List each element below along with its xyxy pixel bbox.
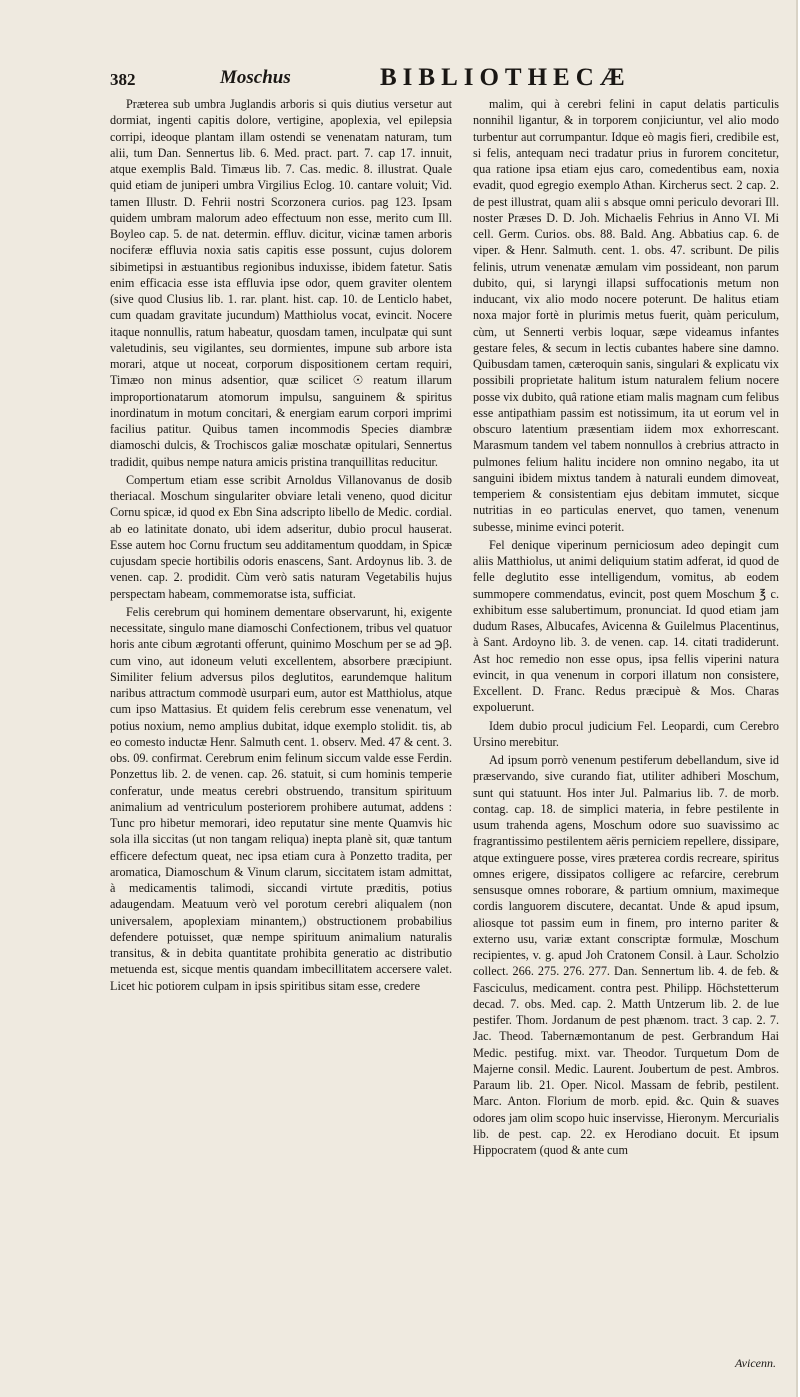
page-edge-shadow bbox=[796, 0, 798, 1397]
page-number: 382 bbox=[110, 70, 136, 89]
running-head: Moschus bbox=[220, 67, 291, 88]
right-text-column bbox=[473, 96, 779, 1158]
paragraph: malim, qui à cerebri felini in caput delatis particulis nonnihil ligantur, & in torporem conjiciuntur, vel alio modo turbentur aut corrumpantur. Idque eò magis fieri, credibile est, si felis, antequam neci tradatur prius in furorem concitetur, qua ratione ipsa etiam ejus caro, comedentibus eam, noxia evadit, quod egregio exemplo Athan. Kircherus sect. 2 cap. 2. de pest illustrat, quam alii s absque omni periculo devorari Ill. noster Præses D. D. Joh. Michaelis Fehrius in Anno VI. Mi cell. Germ. Curios. obs. 88. Bald. Ang. Abbatius cap. 6. de viper. & Henr. Salmuth. cent. 1. obs. 47. scribunt. De pilis felinis, utrum venenatæ æmulam vim possideant, non parum dubito, qui, si laryngi illapsi suffocationis metum non inducant, vix alio modo nocere poterunt. De halitus etiam noxa major fortè in plurimis metus fuerit, quàm periculum, cùm, ut Sennerti verbis loquar, sæpe videamus infantes gestare feles, & secum in lectis cubantes habere sine damno. Quibusdam tamen, cæteroquin sanis, singulari & explicatu vix possibili proprietate halitum istum naturalem felium nocere posse vix dubito, quâ ratione etiam malis magnam cum felibus esse antipathiam passim est notissimum, ita ut eorum vel in obscuro latentium præsentiam iidem mox exhorrescant. Marasmum tandem vel tabem nonnullos à crebrius attracto in pulmones felium halitu incidere non omnino negabo, ita ut sanguini ibidem mixtus tandem à naturali eundem dimoveat, temperiem & consistentiam ejus debitam immutet, sicque nutritias in eo particulas enervet, quo tamen, venenum subesse, minime evinci poterit. bbox=[473, 97, 779, 534]
section-title: BIBLIOTHECÆ bbox=[380, 64, 631, 91]
paragraph: Præterea sub umbra Juglandis arboris si quis diutius versetur aut dormiat, ingenti capitis dolore, vertigine, apoplexia, vel epilepsia corripi, ideoque plantam illam ostendi se venenatam naturam, tum alii, tum Dan. Sennertus lib. 6. Med. pract. part. 7. cap 17. innuit, atque exemplis Bald. Timæus lib. 7. Cas. medic. 8. illustrat. Quale quid etiam de juniperi umbra Virgilius Eclog. 10. cantare voluit; Vid. tamen Illustr. D. Fehrii nostri Scorzonera curios. pag 123. Ipsam quidem umbram malorum adeo effectuum non esse, merito cum Ill. Boyleo cap. 5. de nat. determin. effluv. dicitur, vicinæ tamen arboris nociferæ effluvia noxia satis capitis esse possunt, cujus dolorem sibimetipsi in æstuantibus regionibus induxisse, ibidem fatetur. Satis enim efficacia esse ista effluvia ipse odor, quem graviter olentem (sive quod Clusius lib. 1. rar. plant. hist. cap. 10. de Lenticlo habet, cum quadam gravitate jucundum) Matthiolus vocat, evincit. Nocere itaque nonnullis, ratum habeatur, quosdam tamen, inculpatæ qui sunt valetudinis, seu vigilantes, seu dormientes, impune sub arbore ista morari, atque ut noceat, corporum dispositionem certam requiri, Timæo non minus adsentior, quæ scilicet ☉ reatum illarum improportionatarum atomorum impulsu, sanguinem & spiritus inordinatum in motum concitari, & energiam earum corpori imprimi facilius patitur. Quibus tamen incommodis Species diambræ diamoschi dulcis, & Trochiscos galiæ moschatæ opitulari, Sennertus tradidit, quibus nempe natura amicis pristina tranquillitas reducitur. bbox=[110, 97, 452, 469]
paragraph: Fel denique viperinum perniciosum adeo depingit cum aliis Matthiolus, ut animi deliquium statim adferat, id quod de felle deglutito esse intelligendum, vomitus, ab eodem summopere commendatus, evincit, post quem Moschum ℥ c. exhibitum esse salubertimum, pronunciat. Id quod etiam jam dudum Rases, Albucafes, Avicenna & Guilelmus Placentinus, à Sant. Ardoyno lib. 3. de venen. cap. 14. citati tradiderunt. Ast hoc remedio non esse opus, ipsa fellis viperini natura evincit, in qua venenum in corpori illatum non consistere, Excellent. D. Franc. Redus præcipuè & Mos. Charas expoluerunt. bbox=[473, 537, 779, 715]
paragraph: Felis cerebrum qui hominem dementare observarunt, hi, exigente necessitate, singulo mane diamoschi Confectionem, tribus vel quatuor horis ante cibum ægrotanti offerunt, quinimo Moschum per se ad ℈β. cum vino, aut idoneum veluti excellentem, absorbere præcipiunt. Similiter felium adversus pilos deglutitos, earundemque halitum naribus attractum commodè usurpari eum, autor est Matthiolus, atque cum ipso Mattasius. Et quidem felis cerebrum esse venenatum, vel potius noxium, nemo amplius dubitat, idque exemplo stolidit. tis, ab eo comesto inductæ Henr. Salmuth cent. 1. observ. Med. 47 & cent. 3. obs. 09. confirmat. Cerebrum enim felinum siccum valde esse Ferdin. Ponzettus lib. 2. de venen. cap. 26. statuit, si cum hominis temperie conferatur, unde meatus cerebri obstruendo, transitum spirituum animalium ad ventriculum posteriorem prohibere autumat, addens : Tunc pro hibetur memorari, ideo reputatur sine mente Quamvis hic sola illa siccitas (ut non tangam reliqua) inepta planè sit, quæ tantum efficere defectum queat, nec ipsa etiam cura à Ponzetto tradita, per aromatica, Diamoschum & Vinum clarum, siccitatem istam admittat, à medicamentis talimodi, siccandi virtute præditis, potius adaugendam. Meatuum verò vel porotum cerebri aliqualem (non universalem, apoplexiam minantem,) obstructionem probabilius defendere potuisset, quæ nempe spirituum animalium naturalis transitus, & in debita quantitate prohibita generatio ac distributio metuenda est, sicque mentis quandam imbecillitatem accersere valet. Licet hic potiorem culpam in ipsis spiritibus sitam esse, credere bbox=[110, 604, 452, 993]
paragraph: Compertum etiam esse scribit Arnoldus Villanovanus de dosib theriacal. Moschum singulariter obviare letali veneno, quod dicitur Cornu spicæ, id quod ex Ebn Sina adscripto libello de Medic. cordial. ab eo latinitate donato, ubi idem adseritur, dubio procul hauserat. Esse autem hoc Cornu fructum seu additamentum quoddam, in Spicæ cujusdam specie hortibilis odoris enascens, Sant. Ardoynus lib. 3. de venen. cap. 2. prodidit. Cùm verò satis naturam Vegetabilis hujus perspectam habeam, commemoratse ista, sufficiat. bbox=[110, 472, 452, 601]
page-header bbox=[110, 64, 790, 92]
paragraph: Ad ipsum porrò venenum pestiferum debellandum, sive id præservando, sive curando fiat, utiliter adhiberi Moschum, sunt qui statuunt. Hos inter Jul. Palmarius lib. 7. de morb. contag. cap. 18. de simplici materia, in febre pestilente in usum trahenda agens, Moschum odore suo suavissimo ac fragrantissimo pestilentem aëris perniciem repellere, dissipare, atque extinguere posse, vires præterea cordis recreare, spiritus omnes erigere, dissipatos colligere ac refarcire, cerebrum sensusque omnes roborare, & partium omnium, maximeque cordis languorem discutere, decantat. Unde & apud ipsum, aliosque tot passim eum in finem, pro interno pariter & externo usu, variæ extant conscriptæ formulæ, Moschum recipientes, v. g. apud Joh Cratonem Consil. à Laur. Scholzio collect. 266. 275. 276. 277. Dan. Sennertum lib. 4. de feb. & Fasciculus, medicament. contra pest. Philipp. Höchstetterum decad. 7. obs. Med. cap. 2. Matth Untzerum lib. 2. de lue pestifer. Thom. Jordanum de pest phænom. tract. 3 cap. 2. 7. Jac. Theod. Tabernæmontanum de pest. Gerbrandum Hai Medic. pestifug. mixt. var. Theodor. Turquetum Dom de Majerne consil. Medic. Laurent. Joubertum de pest. Ambros. Paraum lib. 21. Oper. Nicol. Massam de febrib, pestilent. Marc. Anton. Florium de morb. epid. &c. Quin & suaves odores jam olim scopo huic inservisse, Hieronym. Mercurialis lib. de pest. cap. 22. ex Herodiano docuit. Et ipsum Hippocratem (quod & ante cum bbox=[473, 753, 779, 1157]
left-text-column bbox=[110, 96, 452, 994]
paragraph: Idem dubio procul judicium Fel. Leopardi, cum Cerebro Ursino merebitur. bbox=[473, 718, 779, 749]
catchword: Avicenn. bbox=[735, 1356, 776, 1370]
